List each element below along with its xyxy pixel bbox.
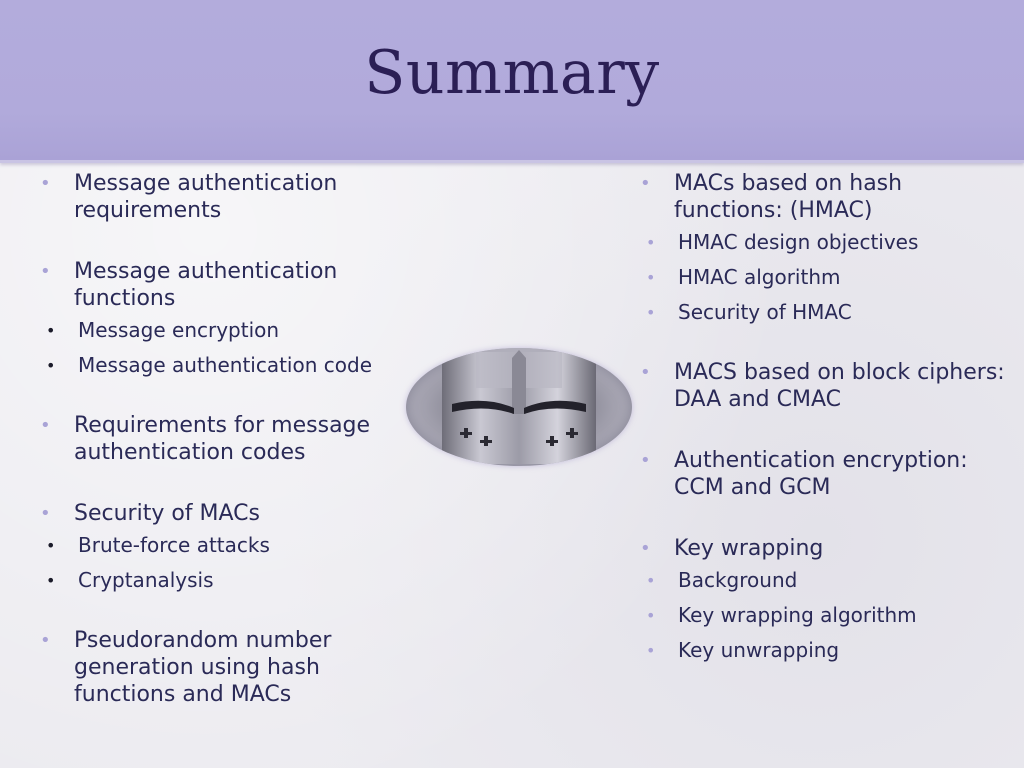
list-item-text: Message authentication functions <box>74 259 338 311</box>
right-column <box>640 170 1010 697</box>
title-banner <box>0 0 1024 163</box>
sub-list-item-text: Cryptanalysis <box>78 568 214 592</box>
sub-list-item-text: Key wrapping algorithm <box>678 603 917 627</box>
sub-list-item-text: HMAC design objectives <box>678 230 919 254</box>
list-item: • Security of MACs <box>40 501 261 526</box>
sub-list-item-text: Key unwrapping <box>678 638 840 662</box>
list-item-text: Requirements for message authentication codes <box>74 413 371 465</box>
sub-list-item: • Key unwrapping <box>646 638 840 662</box>
list-item: • Key wrapping <box>640 536 824 561</box>
list-item-text: MACs based on hash functions: (HMAC) <box>674 171 903 223</box>
list-item-text: Message authentication requirements <box>74 171 338 223</box>
sub-list-item-text: Message encryption <box>78 318 280 342</box>
sub-list <box>40 533 410 593</box>
sub-list-item: • Brute-force attacks <box>46 533 270 557</box>
list-item: • Message authentication requirements <box>40 171 338 223</box>
sub-list <box>640 568 1010 663</box>
sub-list-item: • HMAC algorithm <box>646 265 841 289</box>
list-item-text: Pseudorandom number generation using hash functions and MACs <box>74 628 332 707</box>
sub-list-item: • Key wrapping algorithm <box>646 603 917 627</box>
list-item-text: Security of MACs <box>74 501 261 526</box>
sub-list-item-text: HMAC algorithm <box>678 265 841 289</box>
list-item: • Authentication encryption: CCM and GCM <box>640 448 968 500</box>
list-item-text: MACS based on block ciphers: DAA and CMAC <box>674 360 1005 412</box>
sub-list-item: • Message authentication code <box>46 353 372 377</box>
sub-list-item: • Cryptanalysis <box>46 568 214 592</box>
sub-list-item-text: Background <box>678 568 798 592</box>
knight-helmet-icon <box>406 348 632 466</box>
list-item-text: Authentication encryption: CCM and GCM <box>674 448 968 500</box>
sub-list-item: • Security of HMAC <box>646 300 852 324</box>
slide-title: Summary <box>364 38 660 108</box>
left-column <box>40 170 410 742</box>
sub-list-item-text: Brute-force attacks <box>78 533 270 557</box>
list-item: • Message authentication functions <box>40 259 338 311</box>
list-item-text: Key wrapping <box>674 536 824 561</box>
sub-list-item: • Message encryption <box>46 318 280 342</box>
list-item: • MACs based on hash functions: (HMAC) <box>640 171 903 223</box>
list-item: • Requirements for message authentication codes <box>40 413 371 465</box>
sub-list <box>40 318 410 378</box>
sub-list <box>640 230 1010 325</box>
sub-list-item-text: Message authentication code <box>78 353 372 377</box>
list-item: • Pseudorandom number generation using hash functions and MACs <box>40 628 332 707</box>
sub-list-item: • Background <box>646 568 798 592</box>
sub-list-item: • HMAC design objectives <box>646 230 919 254</box>
list-item: • MACS based on block ciphers: DAA and CMAC <box>640 360 1005 412</box>
sub-list-item-text: Security of HMAC <box>678 300 852 324</box>
